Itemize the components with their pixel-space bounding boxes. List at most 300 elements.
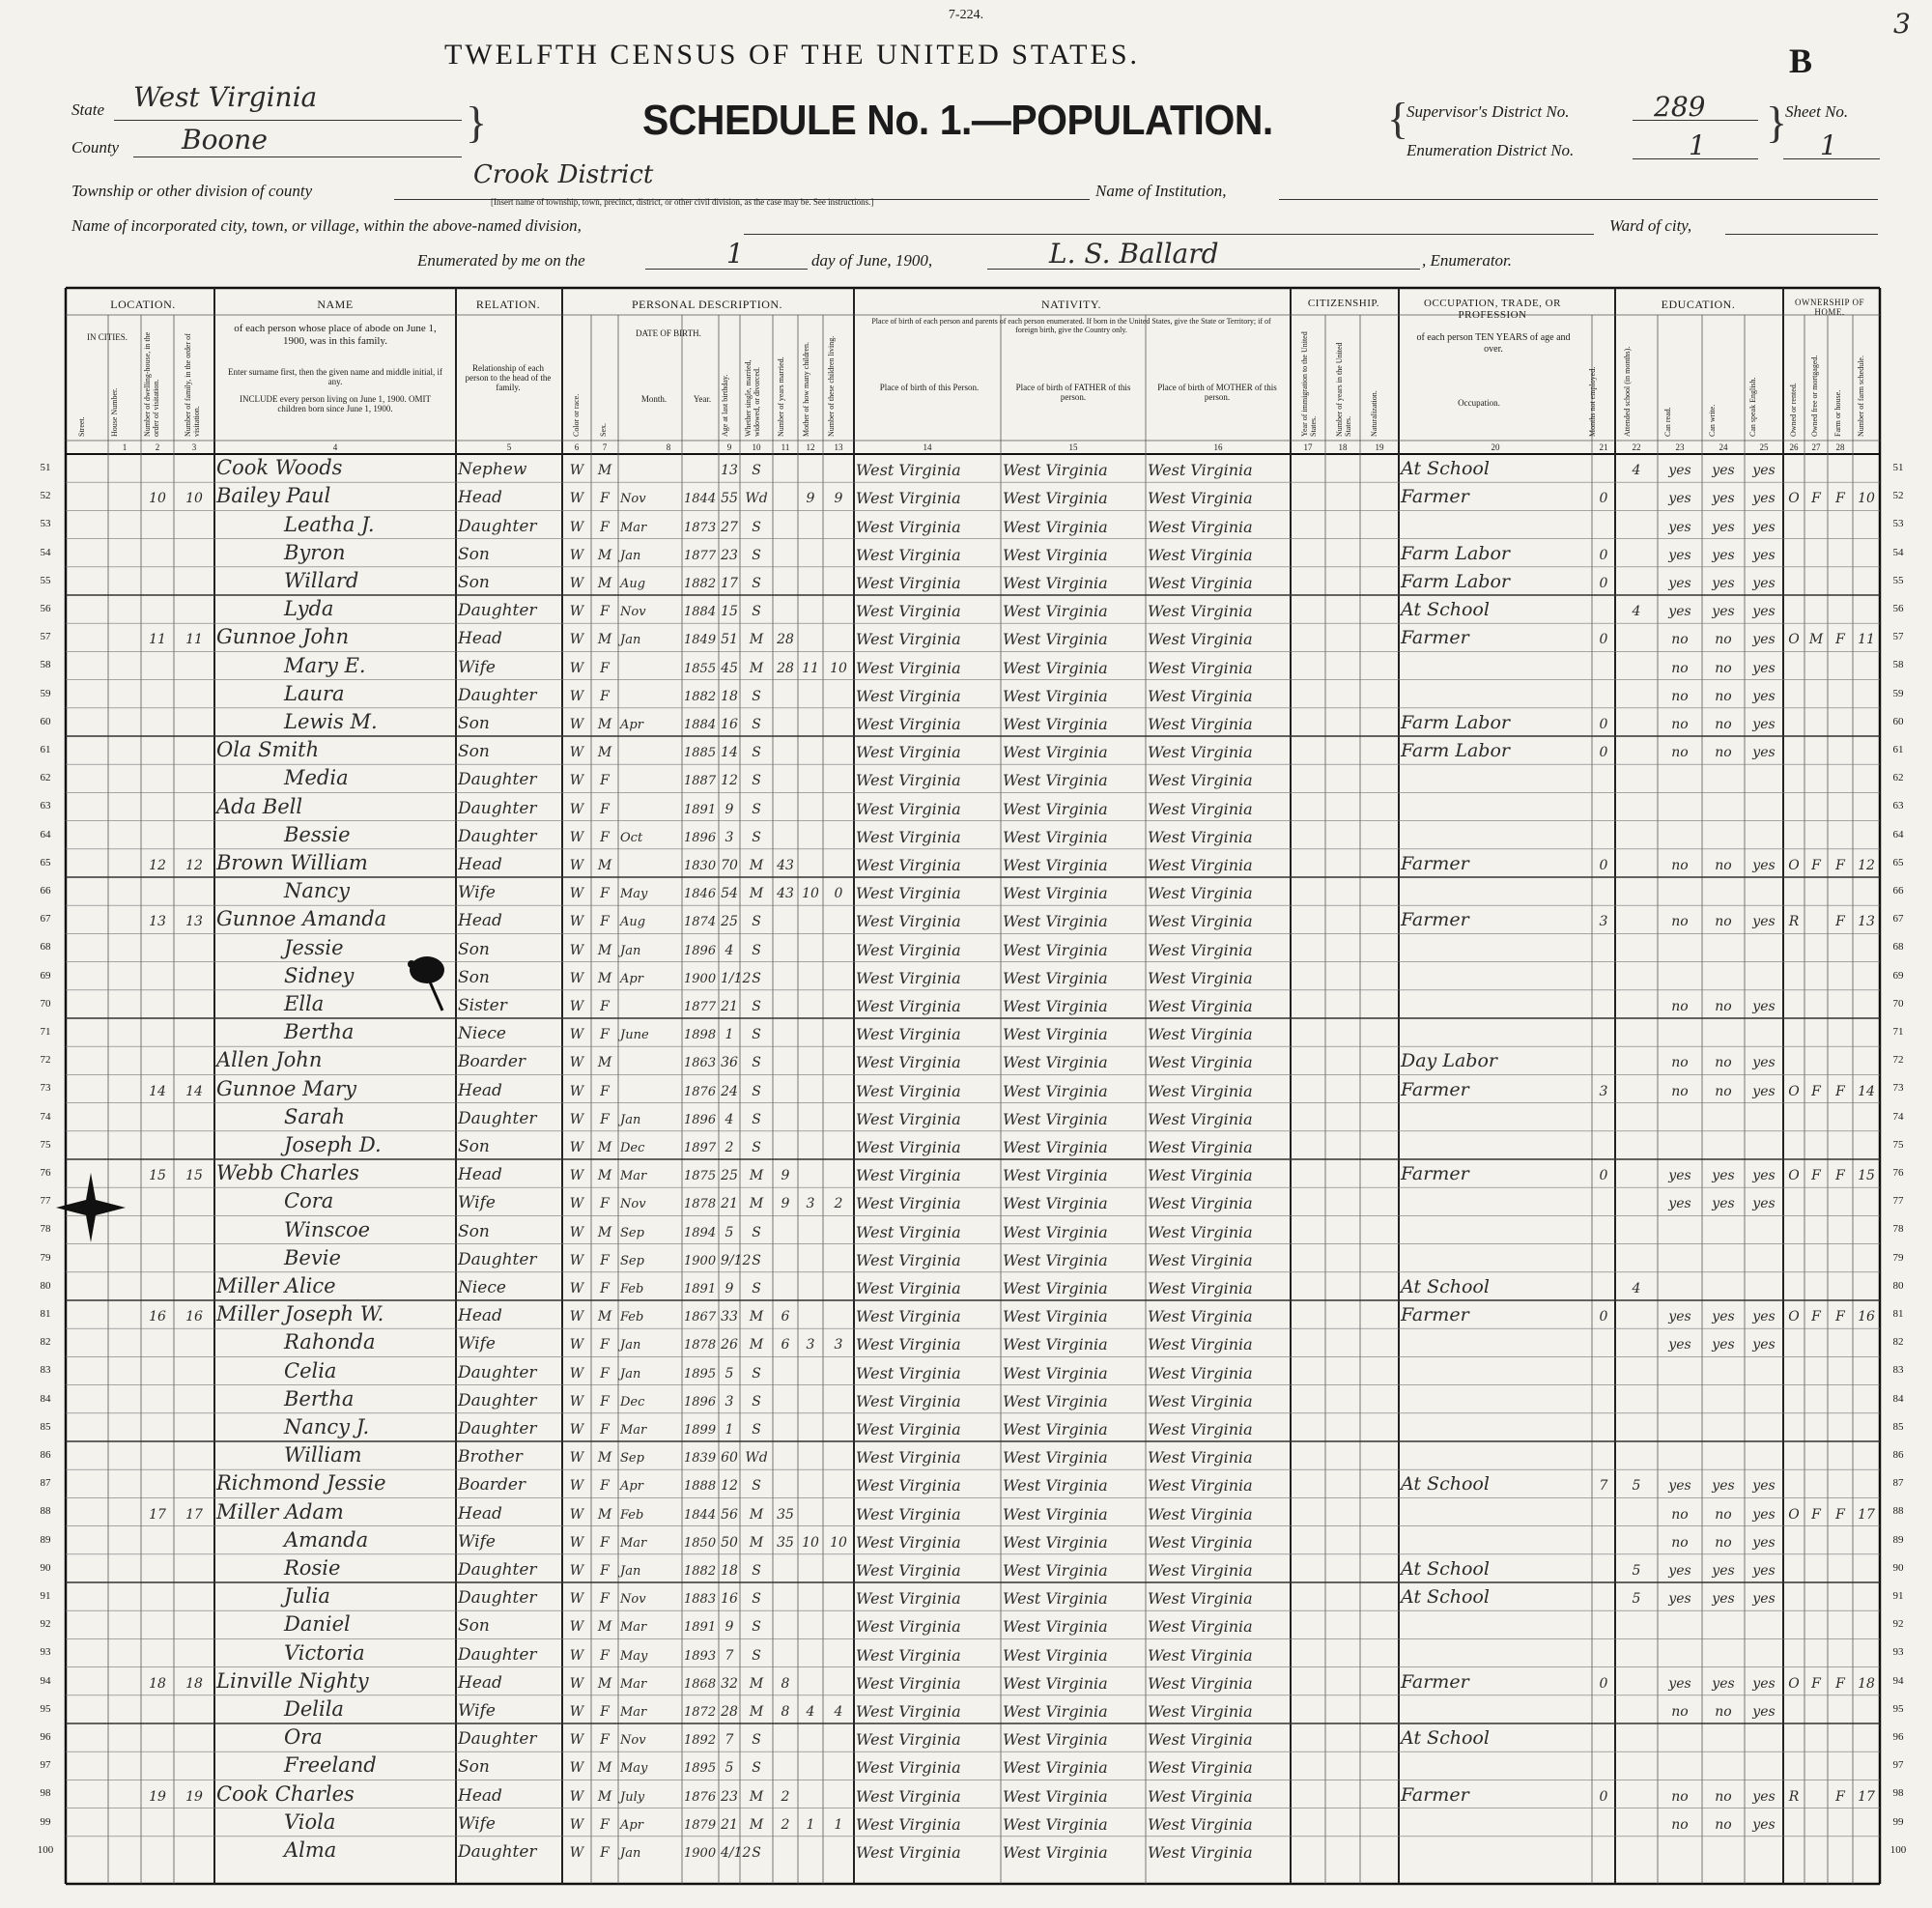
- cell-age: 25: [721, 1168, 738, 1184]
- cell-fam: 13: [185, 914, 203, 930]
- cell-rel: Son: [458, 1221, 490, 1241]
- cell-rel: Daughter: [458, 1249, 537, 1269]
- cell-bm: West Virginia: [1148, 912, 1253, 931]
- cell-rel: Boarder: [458, 1052, 526, 1072]
- cell-own: R: [1788, 1788, 1800, 1805]
- cell-color: W: [569, 801, 584, 817]
- cell-color: W: [569, 1111, 584, 1127]
- line-number: 68: [1892, 941, 1904, 954]
- cell-eng: yes: [1752, 1337, 1776, 1353]
- cell-bp: West Virginia: [856, 1025, 961, 1044]
- cell-color: W: [569, 1647, 584, 1664]
- cell-sex: M: [597, 745, 612, 761]
- cell-age: 17: [721, 576, 738, 591]
- cell-age: 60: [721, 1450, 738, 1467]
- column-number: 23: [1675, 442, 1685, 452]
- cell-read: no: [1671, 745, 1689, 761]
- hdr-month: Month.: [640, 394, 668, 404]
- cell-year: 1895: [684, 1761, 717, 1777]
- cell-eng: yes: [1752, 463, 1776, 479]
- cell-sched: 13: [1858, 914, 1875, 930]
- line-number: 63: [1892, 800, 1904, 812]
- cell-age: 1/12: [721, 970, 752, 986]
- cell-month: Sep: [620, 1451, 644, 1467]
- cell-bm: West Virginia: [1148, 1420, 1253, 1438]
- cell-bm: West Virginia: [1148, 1279, 1253, 1297]
- cell-year: 1846: [684, 887, 717, 902]
- cell-fam: 16: [185, 1309, 203, 1325]
- cell-eng: yes: [1752, 1563, 1776, 1579]
- cell-sex: F: [600, 1591, 610, 1608]
- cell-sex: M: [597, 1788, 612, 1805]
- cell-eng: yes: [1752, 1196, 1776, 1212]
- cell-name: Miller Adam: [216, 1499, 344, 1524]
- hdr-name: NAME: [317, 298, 354, 311]
- line-number: 60: [1892, 715, 1904, 727]
- cell-sex: F: [600, 1563, 610, 1579]
- cell-rel: Niece: [458, 1024, 506, 1044]
- cell-sex: F: [600, 491, 610, 507]
- cell-read: yes: [1668, 1591, 1691, 1608]
- cell-bm: West Virginia: [1148, 1363, 1253, 1382]
- cell-fam: 18: [185, 1675, 203, 1692]
- cell-age: 9/12: [721, 1252, 752, 1268]
- cell-sched: 17: [1858, 1788, 1875, 1805]
- cell-bf: West Virginia: [1003, 1786, 1108, 1806]
- line-number: 68: [40, 941, 51, 954]
- cell-color: W: [569, 1140, 584, 1155]
- hdr-sex: Sex.: [599, 423, 608, 437]
- cell-mar: M: [749, 1196, 764, 1212]
- cell-bf: West Virginia: [1003, 912, 1108, 931]
- hdr-years-married: Number of years married.: [777, 356, 785, 437]
- cell-write: no: [1715, 660, 1732, 676]
- cell-color: W: [569, 886, 584, 902]
- column-number: 7: [602, 442, 608, 452]
- cell-eng: yes: [1752, 604, 1776, 620]
- cell-age: 51: [721, 632, 738, 648]
- cell-read: no: [1671, 1506, 1689, 1523]
- cell-free: F: [1811, 1675, 1821, 1692]
- cell-bp: West Virginia: [856, 1617, 961, 1637]
- cell-color: W: [569, 463, 584, 479]
- cell-mar: S: [752, 576, 761, 591]
- hdr-relation-desc: Relationship of each person to the head of the family.: [465, 363, 552, 392]
- cell-rel: Son: [458, 967, 490, 987]
- line-number: 55: [40, 574, 51, 586]
- cell-name: Winscoe: [284, 1217, 371, 1241]
- cell-bm: West Virginia: [1148, 1758, 1253, 1778]
- cell-month: Feb: [620, 1310, 644, 1325]
- cell-bp: West Virginia: [856, 884, 961, 903]
- cell-eng: yes: [1752, 1816, 1776, 1833]
- cell-age: 55: [721, 491, 738, 507]
- hdr-ownership: OWNERSHIP OF HOME.: [1795, 298, 1864, 317]
- cell-sex: F: [600, 1478, 610, 1495]
- line-number: 93: [1892, 1646, 1904, 1659]
- cell-bp: West Virginia: [856, 489, 961, 508]
- cell-sex: F: [600, 1845, 610, 1861]
- cell-sched: 18: [1858, 1675, 1875, 1692]
- cell-bm: West Virginia: [1148, 1786, 1253, 1806]
- cell-bm: West Virginia: [1148, 1138, 1253, 1156]
- cell-bf: West Virginia: [1003, 1053, 1108, 1072]
- line-number: 86: [1892, 1449, 1904, 1461]
- cell-age: 23: [721, 547, 738, 563]
- cell-bf: West Virginia: [1003, 1081, 1108, 1100]
- cell-mar: Wd: [745, 1450, 768, 1467]
- column-number: 2: [155, 442, 160, 452]
- hdr-birth-mother: Place of birth of MOTHER of this person.: [1157, 383, 1277, 402]
- cell-month: Oct: [620, 830, 643, 845]
- cell-bp: West Virginia: [856, 1843, 961, 1862]
- cell-name: Bailey Paul: [216, 484, 331, 508]
- hdr-color: Color or race.: [572, 393, 581, 437]
- cell-read: no: [1671, 1788, 1689, 1805]
- cell-bp: West Virginia: [856, 856, 961, 874]
- column-number: 10: [752, 442, 761, 452]
- cell-ym: 6: [781, 1309, 790, 1325]
- cell-age: 2: [724, 1140, 734, 1155]
- line-number: 62: [40, 772, 51, 784]
- cell-dw: 18: [149, 1675, 166, 1692]
- cell-write: yes: [1712, 1478, 1735, 1495]
- cell-mar: Wd: [745, 491, 768, 507]
- cell-rel: Daughter: [458, 1644, 537, 1665]
- cell-bp: West Virginia: [856, 799, 961, 818]
- cell-mar: S: [752, 970, 761, 986]
- cell-unemp: 0: [1599, 632, 1608, 648]
- township-note: [Insert name of township, town, precinct, district, or other civil division, as the case may be. See instructions.]: [491, 197, 874, 207]
- cell-rel: Wife: [458, 1701, 496, 1721]
- cell-sch: 4: [1632, 1281, 1641, 1296]
- cell-dw: 17: [149, 1506, 166, 1523]
- line-number: 64: [1892, 828, 1904, 840]
- cell-mar: S: [752, 1111, 761, 1127]
- cell-occ: Farmer: [1401, 1304, 1469, 1326]
- cell-mar: S: [752, 1055, 761, 1071]
- cell-sex: F: [600, 1365, 610, 1381]
- cell-write: no: [1715, 717, 1732, 732]
- enum-day: 1: [726, 238, 744, 270]
- cell-age: 5: [724, 1365, 734, 1381]
- cell-write: yes: [1712, 1309, 1735, 1325]
- cell-sch: 4: [1632, 604, 1641, 620]
- cell-month: June: [620, 1028, 649, 1043]
- cell-sex: F: [600, 1704, 610, 1720]
- cell-write: yes: [1712, 491, 1735, 507]
- cell-eng: yes: [1752, 660, 1776, 676]
- cell-name: Mary E.: [284, 653, 366, 677]
- cell-eng: yes: [1752, 1675, 1776, 1692]
- cell-color: W: [569, 1816, 584, 1833]
- cell-sched: 14: [1858, 1083, 1875, 1099]
- cell-sex: M: [597, 1506, 612, 1523]
- hdr-mother-of: Mother of how many children.: [802, 342, 810, 437]
- cell-year: 1876: [684, 1789, 717, 1805]
- cell-name: Cook Woods: [216, 456, 343, 480]
- cell-mar: S: [752, 1281, 761, 1296]
- cell-age: 14: [721, 745, 738, 761]
- hdr-year: Year.: [693, 394, 712, 404]
- cell-age: 18: [721, 688, 738, 704]
- enum-prefix: Enumerated by me on the: [417, 251, 585, 270]
- cell-year: 1849: [684, 633, 717, 648]
- cell-rel: Head: [458, 1672, 502, 1693]
- line-number: 93: [40, 1646, 51, 1659]
- cell-rel: Head: [458, 629, 502, 649]
- cell-name: Cora: [284, 1189, 334, 1213]
- line-number: 90: [1892, 1561, 1904, 1574]
- cell-sch: 5: [1632, 1563, 1641, 1579]
- cell-bm: West Virginia: [1148, 1391, 1253, 1410]
- cell-age: 56: [721, 1506, 738, 1523]
- cell-bm: West Virginia: [1148, 489, 1253, 508]
- line-number: 78: [1892, 1223, 1904, 1236]
- hdr-education: EDUCATION.: [1661, 298, 1736, 311]
- cell-name: Gunnoe John: [216, 625, 350, 649]
- cell-age: 13: [721, 463, 738, 479]
- cell-eng: yes: [1752, 519, 1776, 535]
- cell-mar: S: [752, 547, 761, 563]
- cell-read: yes: [1668, 1563, 1691, 1579]
- cell-mar: S: [752, 801, 761, 817]
- cell-bf: West Virginia: [1003, 1814, 1108, 1834]
- cell-month: May: [620, 1648, 648, 1664]
- cell-bm: West Virginia: [1148, 827, 1253, 846]
- cell-free: F: [1811, 858, 1821, 873]
- cell-bp: West Virginia: [856, 1532, 961, 1552]
- cell-farm: F: [1835, 1083, 1845, 1099]
- cell-bf: West Virginia: [1003, 1025, 1108, 1044]
- cell-bf: West Virginia: [1003, 1420, 1108, 1438]
- column-number: 24: [1719, 442, 1728, 452]
- cell-age: 33: [721, 1309, 738, 1325]
- cell-sex: F: [600, 829, 610, 845]
- cell-bp: West Virginia: [856, 630, 961, 649]
- ink-blot: [400, 947, 458, 1014]
- cell-read: yes: [1668, 491, 1691, 507]
- cell-mar: S: [752, 942, 761, 958]
- line-number: 54: [40, 546, 51, 558]
- cell-rel: Head: [458, 1080, 502, 1100]
- cell-age: 3: [724, 829, 734, 845]
- cell-month: Jan: [620, 633, 641, 648]
- state-value: West Virginia: [133, 81, 318, 113]
- cell-eng: yes: [1752, 1168, 1776, 1184]
- cell-sex: M: [597, 1309, 612, 1325]
- cell-own: O: [1788, 1083, 1800, 1099]
- cell-write: yes: [1712, 1337, 1735, 1353]
- column-number: 3: [191, 442, 197, 452]
- cell-ym: 35: [777, 1534, 794, 1551]
- cell-fam: 19: [185, 1788, 203, 1805]
- cell-month: Jan: [620, 1846, 641, 1861]
- cell-bp: West Virginia: [856, 912, 961, 931]
- cell-rel: Wife: [458, 1193, 496, 1213]
- cell-occ: Farm Labor: [1401, 740, 1510, 762]
- cell-age: 12: [721, 1478, 738, 1495]
- cell-month: Sep: [620, 1253, 644, 1268]
- cell-rel: Daughter: [458, 1588, 537, 1609]
- cell-month: Nov: [620, 1592, 646, 1608]
- cell-bf: West Virginia: [1003, 489, 1108, 508]
- cell-age: 5: [724, 1224, 734, 1240]
- cell-name: Ola Smith: [216, 738, 320, 762]
- cell-color: W: [569, 1619, 584, 1636]
- cell-year: 1873: [684, 520, 717, 535]
- cell-color: W: [569, 1422, 584, 1438]
- cell-name: Miller Alice: [216, 1274, 336, 1297]
- cell-name: Sidney: [284, 963, 355, 987]
- cell-month: Feb: [620, 1507, 644, 1523]
- hdr-occupation-group: OCCUPATION, TRADE, OR PROFESSION: [1424, 298, 1561, 321]
- cell-name: William: [284, 1443, 362, 1467]
- cell-bf: West Virginia: [1003, 1476, 1108, 1495]
- cell-read: no: [1671, 1534, 1689, 1551]
- line-number: 63: [40, 800, 51, 812]
- cell-eng: yes: [1752, 1534, 1776, 1551]
- cell-unemp: 3: [1599, 914, 1608, 930]
- cell-rel: Wife: [458, 1531, 496, 1552]
- line-number: 99: [1892, 1815, 1904, 1828]
- line-number: 53: [1892, 518, 1904, 530]
- cell-name: Willard: [284, 569, 359, 592]
- cell-sex: F: [600, 1281, 610, 1296]
- cell-rel: Son: [458, 1616, 490, 1637]
- cell-write: yes: [1712, 463, 1735, 479]
- cell-age: 5: [724, 1760, 734, 1777]
- cell-ym: 9: [781, 1168, 790, 1184]
- column-number: 9: [726, 442, 732, 452]
- cell-ym: 43: [777, 886, 794, 902]
- cell-color: W: [569, 1337, 584, 1353]
- column-number: 26: [1789, 442, 1799, 452]
- cell-age: 45: [721, 660, 738, 676]
- cell-bf: West Virginia: [1003, 1335, 1108, 1354]
- cell-year: 1898: [684, 1028, 717, 1043]
- cell-sex: M: [597, 942, 612, 958]
- cell-eng: yes: [1752, 688, 1776, 704]
- cell-bf: West Virginia: [1003, 856, 1108, 874]
- star-mark: [56, 1173, 126, 1242]
- cell-month: Aug: [620, 915, 646, 930]
- cell-bm: West Virginia: [1148, 461, 1253, 480]
- cell-eng: yes: [1752, 999, 1776, 1014]
- line-number: 72: [1892, 1054, 1904, 1067]
- cell-bp: West Virginia: [856, 1053, 961, 1072]
- cell-ym: 43: [777, 858, 794, 873]
- line-number: 61: [1892, 744, 1904, 755]
- cell-bf: West Virginia: [1003, 461, 1108, 480]
- cell-bp: West Virginia: [856, 461, 961, 480]
- cell-age: 28: [721, 1704, 738, 1720]
- cell-rel: Niece: [458, 1278, 506, 1297]
- cell-rel: Daughter: [458, 1362, 537, 1382]
- cell-eng: yes: [1752, 745, 1776, 761]
- cell-year: 1900: [684, 971, 717, 986]
- line-number: 76: [40, 1167, 51, 1179]
- cell-mar: M: [749, 1788, 764, 1805]
- line-number: 79: [1892, 1251, 1904, 1264]
- cell-color: W: [569, 660, 584, 676]
- hdr-house-number: House Number.: [110, 387, 119, 437]
- cell-color: W: [569, 999, 584, 1014]
- cell-color: W: [569, 1845, 584, 1861]
- hdr-relation: RELATION.: [475, 298, 541, 311]
- cell-eng: yes: [1752, 1083, 1776, 1099]
- cell-occ: Farmer: [1401, 853, 1469, 874]
- cell-month: Mar: [620, 1169, 647, 1184]
- cell-month: Dec: [620, 1141, 645, 1155]
- cell-write: no: [1715, 914, 1732, 930]
- cell-rel: Daughter: [458, 516, 537, 536]
- cell-month: Jan: [620, 1564, 641, 1579]
- cell-bp: West Virginia: [856, 1673, 961, 1693]
- column-number: 13: [834, 442, 843, 452]
- hdr-living: Number of these children living.: [827, 335, 836, 437]
- cell-sex: M: [597, 717, 612, 732]
- cell-bm: West Virginia: [1148, 799, 1253, 818]
- line-number: 76: [1892, 1167, 1904, 1179]
- cell-bm: West Virginia: [1148, 743, 1253, 762]
- cell-mar: S: [752, 914, 761, 930]
- cell-eng: yes: [1752, 491, 1776, 507]
- cell-bf: West Virginia: [1003, 1589, 1108, 1609]
- cell-year: 1876: [684, 1084, 717, 1099]
- cell-color: W: [569, 1281, 584, 1296]
- cell-write: no: [1715, 1506, 1732, 1523]
- column-number: 14: [923, 442, 932, 452]
- cell-bf: West Virginia: [1003, 940, 1108, 959]
- line-number: 89: [40, 1533, 51, 1546]
- cell-farm: F: [1835, 1675, 1845, 1692]
- cell-moth: 10: [802, 1534, 819, 1551]
- cell-rel: Daughter: [458, 770, 537, 790]
- brace-left: }: [466, 98, 488, 147]
- cell-month: Mar: [620, 520, 647, 535]
- cell-age: 1: [724, 1422, 734, 1438]
- line-number: 75: [1892, 1138, 1904, 1151]
- cell-color: W: [569, 717, 584, 732]
- cell-mar: S: [752, 1027, 761, 1043]
- cell-age: 9: [724, 1619, 734, 1636]
- cell-sex: M: [597, 1224, 612, 1240]
- cell-free: F: [1811, 1168, 1821, 1184]
- cell-month: Jan: [620, 1366, 641, 1381]
- cell-rel: Brother: [458, 1447, 523, 1467]
- cell-color: W: [569, 1224, 584, 1240]
- cell-bm: West Virginia: [1148, 771, 1253, 790]
- line-number: 82: [40, 1336, 51, 1349]
- cell-bp: West Virginia: [856, 1194, 961, 1213]
- cell-month: Apr: [620, 718, 643, 732]
- cell-bf: West Virginia: [1003, 997, 1108, 1015]
- cell-name: Laura: [284, 681, 345, 705]
- cell-dw: 12: [149, 858, 166, 873]
- line-number: 52: [40, 490, 51, 502]
- cell-bm: West Virginia: [1148, 574, 1253, 592]
- cell-bp: West Virginia: [856, 1222, 961, 1241]
- cell-bf: West Virginia: [1003, 1250, 1108, 1269]
- hdr-personal: PERSONAL DESCRIPTION.: [631, 298, 783, 311]
- cell-name: Ada Bell: [216, 794, 303, 818]
- cell-read: no: [1671, 999, 1689, 1014]
- cell-sex: F: [600, 1422, 610, 1438]
- cell-bp: West Virginia: [856, 1279, 961, 1297]
- cell-write: no: [1715, 1083, 1732, 1099]
- hdr-farm-house: Farm or house.: [1833, 389, 1842, 437]
